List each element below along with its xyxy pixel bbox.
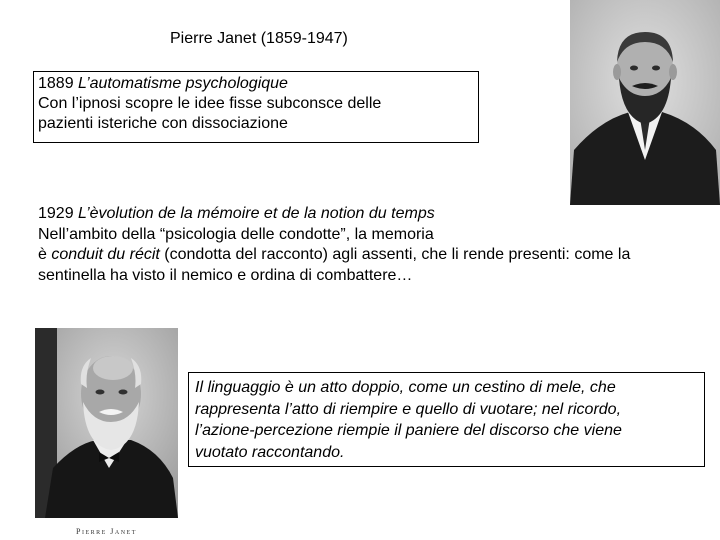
evolution-line-2: Nell’ambito della “psicologia delle condotte”, la memoria — [38, 225, 434, 243]
evolution-line-4: sentinella ha visto il nemico e ordina di combattere… — [38, 266, 413, 284]
evolution-heading — [38, 204, 718, 225]
quote-line-4: vuotato raccontando. — [195, 443, 345, 461]
portrait-janet-old — [35, 328, 178, 518]
automatisme-line-2: Con l’ipnosi scopre le idee fisse subconsce delle — [38, 95, 382, 112]
quote-line-2: rappresenta l’atto di riempire e quello di vuotare; nel ricordo, — [195, 400, 622, 418]
automatisme-year: 1889 — [38, 75, 74, 92]
page-title: Pierre Janet (1859-1947) — [170, 30, 348, 47]
evolution-book-title: L’èvolution de la mémoire et de la notion du temps — [78, 205, 435, 222]
automatisme-heading — [38, 74, 478, 94]
automatisme-box — [33, 71, 479, 143]
portrait-janet-young — [570, 0, 720, 205]
evolution-paragraph — [38, 204, 718, 286]
automatisme-book-title: L’automatisme psychologique — [78, 75, 288, 92]
evolution-line-3: è conduit du récit (condotta del racconto) agli assenti, che li rende presenti: come la — [38, 246, 631, 263]
quote-line-3: l’azione-percezione riempie il paniere del discorso che viene — [195, 422, 622, 439]
quote-line-1: Il linguaggio è un atto doppio, come un cestino di mele, che — [195, 379, 616, 396]
linguaggio-quote-box — [188, 372, 705, 467]
conduit-du-recit: conduit du récit — [51, 246, 160, 263]
automatisme-line-3: pazienti isteriche con dissociazione — [38, 115, 288, 132]
photo-caption: Pierre Janet — [76, 527, 137, 536]
evolution-year: 1929 — [38, 205, 74, 222]
